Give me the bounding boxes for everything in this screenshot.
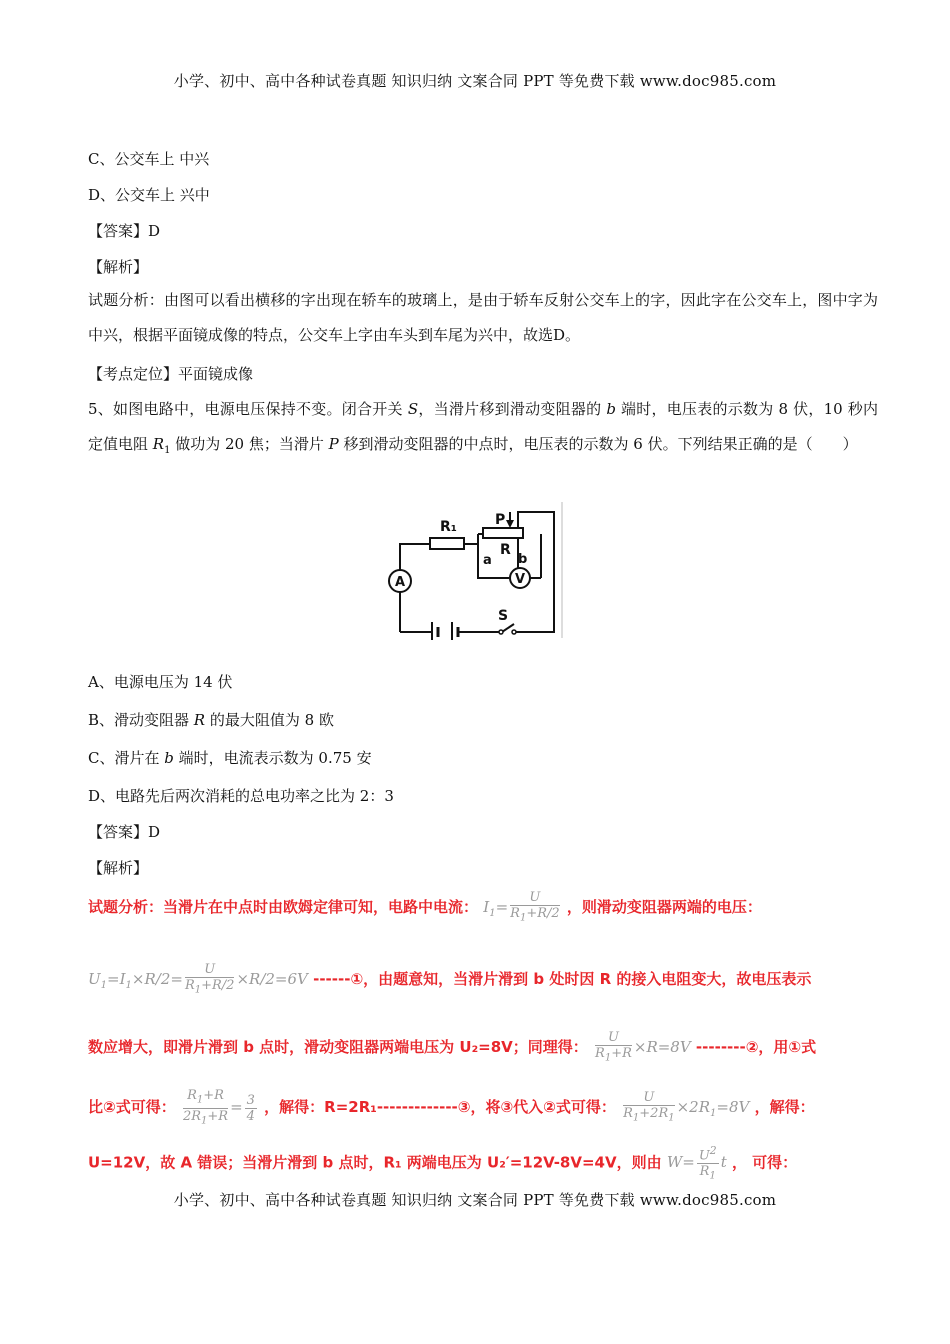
label-v: V — [515, 572, 526, 587]
q5-option-d: D、电路先后两次消耗的总电功率之比为 2：3 — [88, 787, 394, 805]
q5-stem: 5、如图电路中，电源电压保持不变。闭合开关 S，当滑片移到滑动变阻器的 b 端时，电压表的示数为 8 伏，10 秒内定值电阻 $R_1$ 做功为 20 焦；当滑片 P 移到滑动变阻器的中点时，电压表的示数为 6 伏。下列结果正确的是（ ） — [88, 400, 878, 456]
q5-option-c: C、滑片在 b 端时，电流表示数为 0.75 安 — [88, 749, 372, 767]
page-footer: 小学、初中、高中各种试卷真题 知识归纳 文案合同 PPT 等免费下载 www.doc985.com — [173, 1191, 777, 1209]
q4-option-d: D、公交车上 兴中 — [88, 186, 210, 204]
q5-analysis-label: 【解析】 — [88, 859, 149, 877]
q4-answer: 【答案】D — [88, 222, 161, 240]
label-a: a — [483, 553, 492, 568]
q5-option-b: B、滑动变阻器 R 的最大阻值为 8 欧 — [88, 711, 334, 729]
q4-analysis-label: 【解析】 — [88, 258, 149, 276]
label-ammeter: A — [395, 575, 406, 590]
battery-icon — [432, 622, 458, 640]
q5-option-a: A、电源电压为 14 伏 — [88, 673, 233, 691]
page-header: 小学、初中、高中各种试卷真题 知识归纳 文案合同 PPT 等免费下载 www.doc985.com — [173, 72, 777, 90]
solution-line-2: $U_1=I_1\times R/2=$ $\frac{U}{R_1+R/2}$ ×R/2=6V ------①，由题意知，当滑片滑到 b 处时因 R 的接入电阻变大，故电压表示 — [88, 962, 812, 996]
solution-line-4: 比②式可得： $\frac{R_1+R}{2R_1+R}$ = $\frac{3}{4}$ ，解得：R=2R₁-------------③，将③代入②式可得： $\frac{U}{R_1+2R_1}$ $\times 2R_1=8V$ ，解得： — [88, 1088, 815, 1127]
q5-answer: 【答案】D — [88, 823, 161, 841]
solution-line-3: 数应增大，即滑片滑到 b 点时，滑动变阻器两端电压为 U₂=8V；同理得： $\frac{U}{R_1+R}$ ×R=8V --------②，用①式 — [88, 1030, 817, 1064]
label-r1: R₁ — [440, 519, 457, 535]
label-s: S — [498, 608, 509, 624]
q4-knowledge: 【考点定位】平面镜成像 — [88, 365, 254, 383]
label-r: R — [500, 542, 511, 558]
solution-line-1: 试题分析：当滑片在中点时由欧姆定律可知，电路中电流： $I_1=$ $\frac{U}{R_1+R/2}$ ，则滑动变阻器两端的电压： — [88, 890, 762, 924]
solution-line-5: U=12V，故 A 错误；当滑片滑到 b 点时，R₁ 两端电压为 U₂′=12V-8V=4V，则由 W= $\frac{U^2}{R_1}$ t ， 可得： — [88, 1144, 798, 1182]
label-b: b — [518, 552, 528, 567]
label-p: P — [495, 512, 506, 528]
circuit-diagram — [382, 502, 567, 640]
q4-option-c: C、公交车上 中兴 — [88, 150, 210, 168]
q4-analysis: 试题分析：由图可以看出横移的字出现在轿车的玻璃上，是由于轿车反射公交车上的字，因此字在公交车上，图中字为中兴，根据平面镜成像的特点，公交车上字由车头到车尾为兴中，故选D。 — [88, 291, 878, 344]
